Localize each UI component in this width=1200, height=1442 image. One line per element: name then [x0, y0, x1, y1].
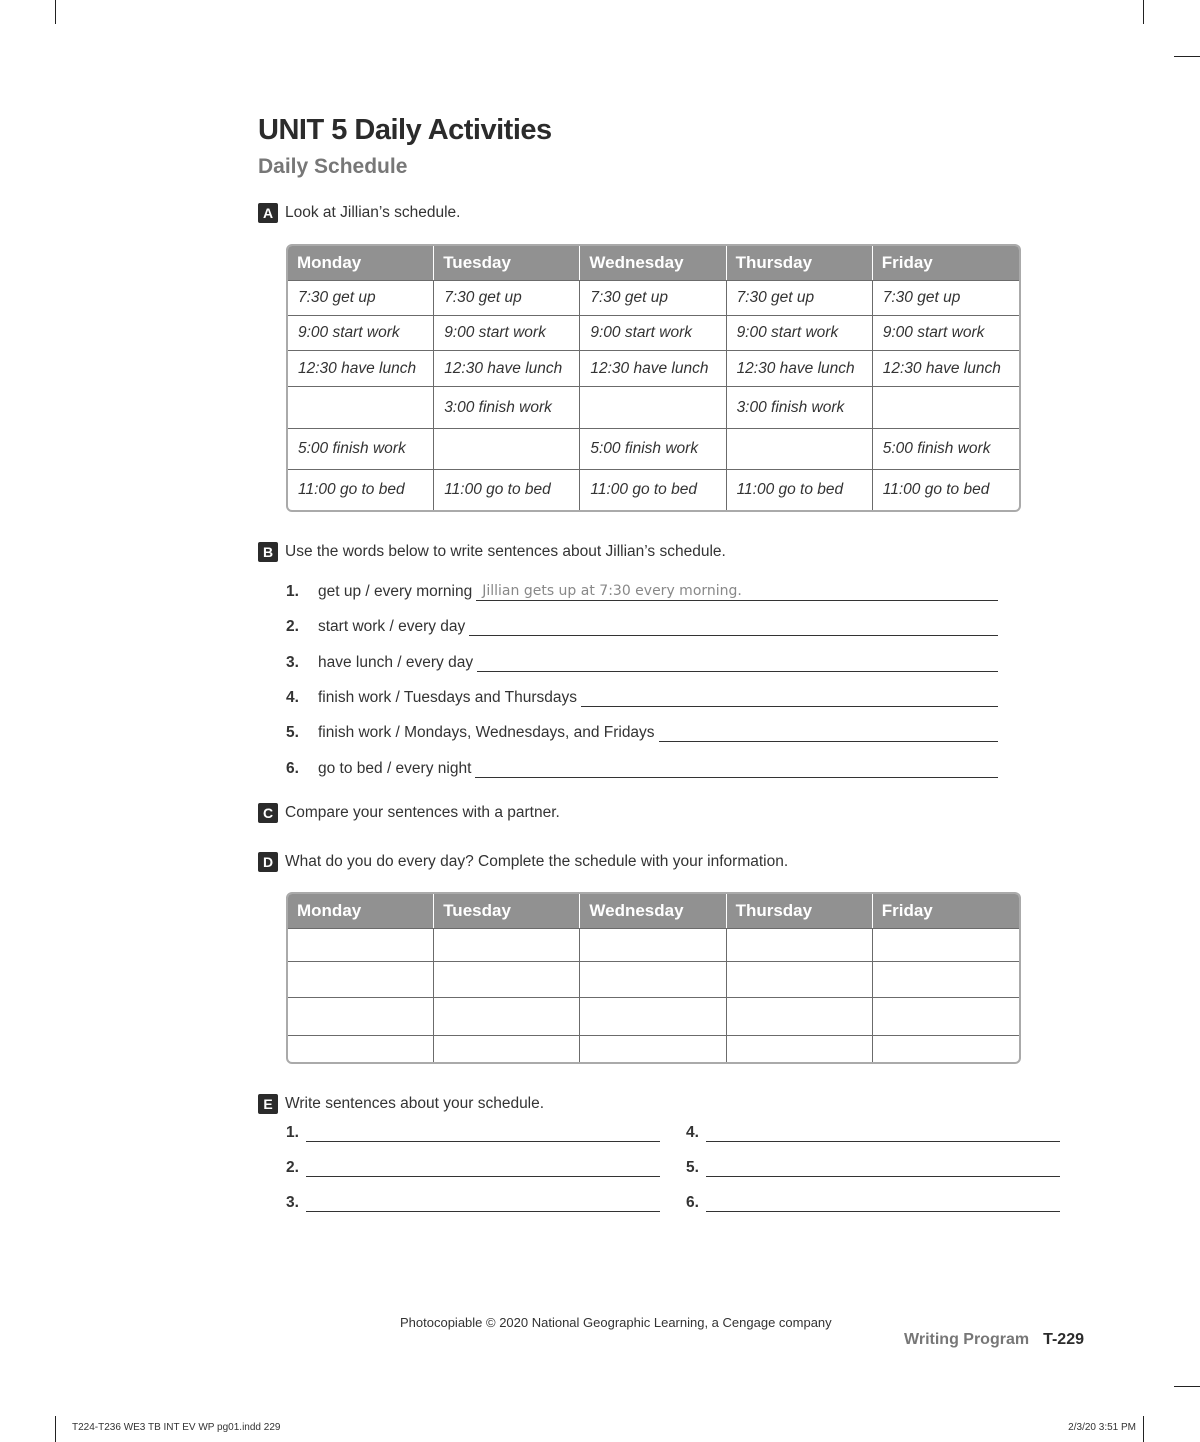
schedule-cell: 3:00 finish work	[727, 386, 873, 428]
crop-mark	[1174, 56, 1200, 57]
day-header: Tuesday	[434, 894, 580, 928]
section-c-badge: C	[258, 803, 278, 823]
sentence-item	[286, 653, 998, 672]
section-d-instruction	[258, 852, 788, 872]
sample-answer: Jillian gets up at 7:30 every morning.	[482, 583, 742, 599]
schedule-cell: 5:00 finish work	[873, 428, 1019, 469]
item-prompt: finish work / Tuesdays and Thursdays	[318, 689, 578, 706]
schedule-cell: 9:00 start work	[580, 315, 726, 350]
schedule-cell	[873, 386, 1019, 428]
item-number: 1.	[286, 583, 299, 600]
blank-schedule-cell[interactable]	[727, 1035, 873, 1062]
day-header: Friday	[873, 894, 1019, 928]
section-d-text: What do you do every day? Complete the schedule with your information.	[285, 853, 789, 870]
schedule-cell: 3:00 finish work	[434, 386, 580, 428]
item-number: 4.	[286, 689, 299, 706]
schedule-cell	[288, 386, 434, 428]
schedule-cell: 5:00 finish work	[580, 428, 726, 469]
item-number: 1.	[286, 1124, 299, 1141]
page-title: UNIT 5 Daily Activities	[258, 114, 552, 146]
crop-mark	[55, 1416, 56, 1442]
schedule-cell: 12:30 have lunch	[727, 350, 873, 386]
section-e-instruction	[258, 1094, 544, 1114]
answer-line[interactable]	[581, 688, 998, 707]
blank-schedule-cell[interactable]	[873, 997, 1019, 1035]
schedule-cell: 12:30 have lunch	[580, 350, 726, 386]
answer-line[interactable]	[475, 759, 998, 778]
day-header: Monday	[288, 246, 434, 280]
schedule-cell: 11:00 go to bed	[434, 469, 580, 510]
blank-schedule-cell[interactable]	[434, 997, 580, 1035]
crop-mark	[1143, 1416, 1144, 1442]
section-b-badge: B	[258, 542, 278, 562]
day-header: Monday	[288, 894, 434, 928]
schedule-cell: 7:30 get up	[580, 280, 726, 315]
section-e-text: Write sentences about your schedule.	[285, 1095, 545, 1112]
blank-schedule-cell[interactable]	[288, 1035, 434, 1062]
program-name: Writing Program	[904, 1331, 1030, 1348]
section-e-badge: E	[258, 1094, 278, 1114]
sentence-item	[286, 582, 998, 601]
jillian-schedule-table	[286, 244, 1021, 512]
blank-schedule-cell[interactable]	[580, 961, 726, 997]
answer-line[interactable]	[306, 1158, 660, 1177]
item-number: 2.	[286, 618, 299, 635]
schedule-row	[288, 428, 1019, 469]
schedule-cell: 7:30 get up	[727, 280, 873, 315]
page-subtitle: Daily Schedule	[258, 155, 408, 178]
write-sentence-item	[286, 1158, 660, 1177]
copyright-notice: Photocopiable © 2020 National Geographic Learning, a Cengage company	[400, 1315, 832, 1330]
item-number: 5.	[286, 724, 299, 741]
blank-schedule-row	[288, 1035, 1019, 1062]
schedule-cell	[434, 428, 580, 469]
schedule-cell	[580, 386, 726, 428]
answer-line[interactable]	[706, 1158, 1060, 1177]
schedule-cell: 9:00 start work	[873, 315, 1019, 350]
answer-line[interactable]	[706, 1193, 1060, 1212]
day-header: Tuesday	[434, 246, 580, 280]
sentence-item	[286, 759, 998, 778]
write-sentence-item	[686, 1123, 1060, 1142]
schedule-cell: 11:00 go to bed	[727, 469, 873, 510]
schedule-cell: 12:30 have lunch	[288, 350, 434, 386]
item-prompt: start work / every day	[318, 618, 466, 635]
day-header: Friday	[873, 246, 1019, 280]
my-schedule-table	[286, 892, 1021, 1064]
blank-schedule-row	[288, 997, 1019, 1035]
day-header: Wednesday	[580, 246, 726, 280]
blank-schedule-cell[interactable]	[288, 961, 434, 997]
item-number: 4.	[686, 1124, 699, 1141]
schedule-cell: 7:30 get up	[434, 280, 580, 315]
date-slug: 2/3/20 3:51 PM	[1068, 1422, 1136, 1433]
answer-line[interactable]	[469, 617, 998, 636]
schedule-cell: 9:00 start work	[288, 315, 434, 350]
item-prompt: finish work / Mondays, Wednesdays, and Fridays	[318, 724, 655, 741]
schedule-row	[288, 469, 1019, 510]
write-sentence-item	[686, 1193, 1060, 1212]
section-c-text: Compare your sentences with a partner.	[285, 804, 560, 821]
day-header: Thursday	[727, 246, 873, 280]
write-sentence-item	[286, 1123, 660, 1142]
sentence-item	[286, 617, 998, 636]
day-header: Thursday	[727, 894, 873, 928]
answer-line[interactable]	[659, 723, 998, 742]
schedule-row	[288, 350, 1019, 386]
item-number: 5.	[686, 1159, 699, 1176]
item-number: 2.	[286, 1159, 299, 1176]
schedule-cell: 7:30 get up	[288, 280, 434, 315]
crop-mark	[55, 0, 56, 24]
blank-schedule-cell[interactable]	[288, 928, 434, 961]
answer-line[interactable]	[306, 1123, 660, 1142]
schedule-cell: 12:30 have lunch	[434, 350, 580, 386]
answer-line[interactable]	[476, 582, 998, 601]
item-number: 3.	[286, 654, 299, 671]
schedule-row	[288, 386, 1019, 428]
item-number: 6.	[686, 1194, 699, 1211]
crop-mark	[1143, 0, 1144, 24]
answer-line[interactable]	[477, 653, 998, 672]
blank-schedule-cell[interactable]	[873, 928, 1019, 961]
blank-schedule-cell[interactable]	[727, 961, 873, 997]
item-prompt: get up / every morning	[318, 583, 473, 600]
item-number: 3.	[286, 1194, 299, 1211]
section-a-text: Look at Jillian’s schedule.	[285, 204, 461, 221]
schedule-cell: 12:30 have lunch	[873, 350, 1019, 386]
item-number: 6.	[286, 760, 299, 777]
blank-schedule-cell[interactable]	[727, 997, 873, 1035]
section-b-text: Use the words below to write sentences about Jillian’s schedule.	[285, 543, 726, 560]
crop-mark	[1174, 1386, 1200, 1387]
blank-schedule-cell[interactable]	[288, 997, 434, 1035]
blank-schedule-cell[interactable]	[873, 961, 1019, 997]
write-sentence-item	[286, 1193, 660, 1212]
section-b-instruction	[258, 542, 726, 562]
blank-schedule-cell[interactable]	[434, 961, 580, 997]
schedule-cell: 11:00 go to bed	[873, 469, 1019, 510]
section-a-badge: A	[258, 203, 278, 223]
blank-schedule-row	[288, 961, 1019, 997]
blank-schedule-row	[288, 928, 1019, 961]
section-d-badge: D	[258, 852, 278, 872]
blank-schedule-cell[interactable]	[580, 1035, 726, 1062]
blank-schedule-cell[interactable]	[580, 928, 726, 961]
schedule-cell	[727, 428, 873, 469]
blank-schedule-cell[interactable]	[727, 928, 873, 961]
schedule-cell: 9:00 start work	[727, 315, 873, 350]
item-prompt: go to bed / every night	[318, 760, 472, 777]
section-a-instruction	[258, 203, 461, 223]
schedule-cell: 7:30 get up	[873, 280, 1019, 315]
schedule-cell: 5:00 finish work	[288, 428, 434, 469]
day-header: Wednesday	[580, 894, 726, 928]
page-footer	[904, 1331, 1084, 1349]
sentence-item	[286, 723, 998, 742]
schedule-cell: 9:00 start work	[434, 315, 580, 350]
blank-schedule-cell[interactable]	[434, 928, 580, 961]
page-number: T-229	[1043, 1331, 1084, 1348]
sentence-item	[286, 688, 998, 707]
blank-schedule-cell[interactable]	[580, 997, 726, 1035]
schedule-cell: 11:00 go to bed	[288, 469, 434, 510]
blank-schedule-cell[interactable]	[873, 1035, 1019, 1062]
write-sentence-item	[686, 1158, 1060, 1177]
answer-line[interactable]	[706, 1123, 1060, 1142]
schedule-cell: 11:00 go to bed	[580, 469, 726, 510]
schedule-row	[288, 280, 1019, 315]
item-prompt: have lunch / every day	[318, 654, 474, 671]
file-slug: T224-T236 WE3 TB INT EV WP pg01.indd 229	[72, 1422, 281, 1433]
schedule-row	[288, 315, 1019, 350]
answer-line[interactable]	[306, 1193, 660, 1212]
section-c-instruction	[258, 803, 560, 823]
blank-schedule-cell[interactable]	[434, 1035, 580, 1062]
